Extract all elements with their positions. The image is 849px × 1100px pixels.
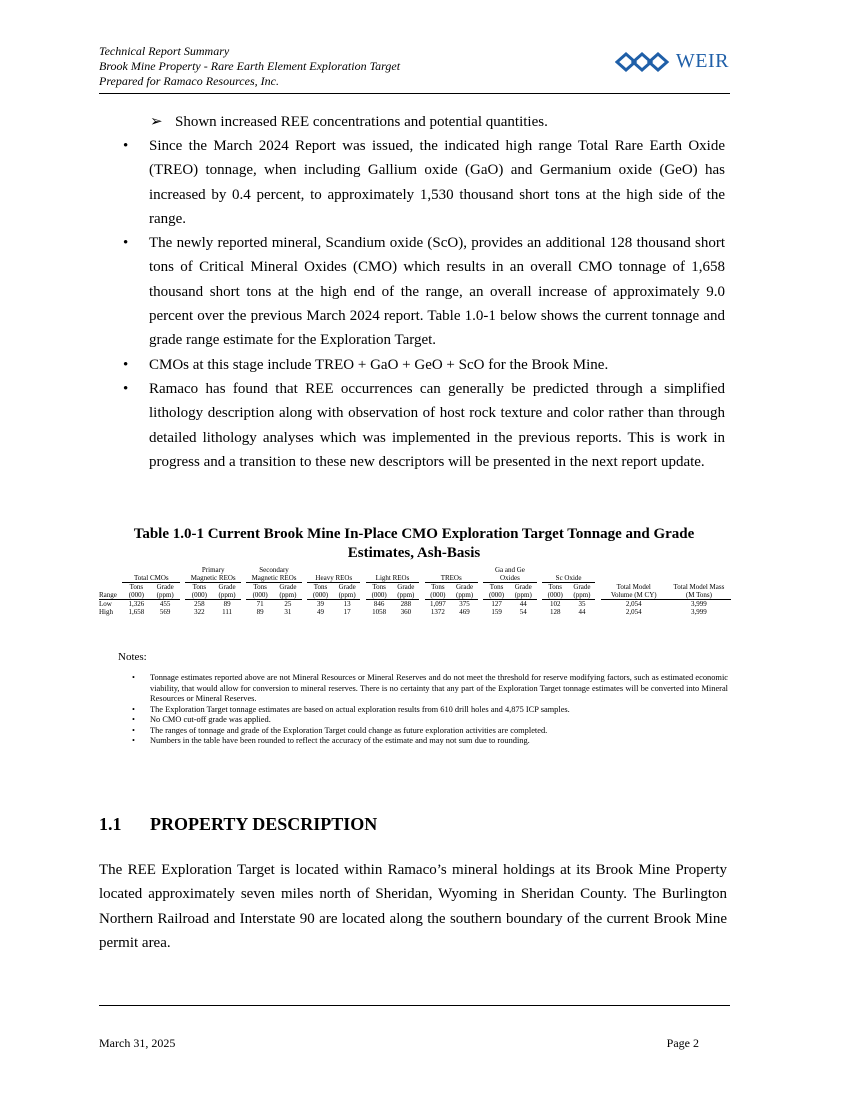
bullet-text: Since the March 2024 Report was issued, the indicated high range Total Rare Earth Oxide (TREO) tonnage, when including Gallium oxide (GaO) and Germanium oxide (GeO) has increased by 0.4 percent, to approximately 1,530 thousand short tons at the high side of the range. <box>149 138 725 227</box>
volume-cell: 2,054 <box>625 608 642 616</box>
bullet-item <box>99 231 725 352</box>
chevron-diamonds-icon <box>615 51 673 73</box>
grade-cell: 35 <box>578 600 586 608</box>
tons-cell: 89 <box>256 608 264 616</box>
bullet-text: Ramaco has found that REE occurrences can generally be predicted through a simplified lithology description along with observation of host rock texture and color rather than through detailed lithology analyses which was implemented in the previous reports. This is work in progress and a transition to these new descriptors will be presented in the next report update. <box>149 380 725 470</box>
note-text: No CMO cut-off grade was applied. <box>150 715 271 724</box>
tons-header: Tons <box>372 583 386 591</box>
tons-unit-header: (000) <box>246 591 274 600</box>
footer-date: March 31, 2025 <box>99 1036 176 1050</box>
mass-cell: 3,999 <box>691 600 707 608</box>
grade-cell: 569 <box>159 608 171 616</box>
grade-unit-header: (ppm) <box>451 591 478 600</box>
grade-unit-header: (ppm) <box>334 591 361 600</box>
header-line-2: Brook Mine Property - Rare Earth Element Exploration Target <box>99 59 401 73</box>
tons-cell: 846 <box>373 600 385 608</box>
header-line-1: Technical Report Summary <box>99 44 230 58</box>
tons-cell: 1372 <box>430 608 445 616</box>
secondary-group-bottom: Magnetic REOs <box>246 574 302 583</box>
bullet-item <box>99 377 725 474</box>
grade-unit-header: (ppm) <box>150 591 180 600</box>
grade-header: Grade <box>573 583 591 591</box>
mass-cell: 3,999 <box>691 608 707 616</box>
bullet-dot-icon: • <box>132 715 135 724</box>
grade-header: Grade <box>397 583 415 591</box>
bullet-list <box>99 134 729 474</box>
bullet-dot-icon: • <box>132 704 135 714</box>
table-row <box>99 600 731 609</box>
grade-cell: 375 <box>459 600 470 608</box>
header-divider <box>99 93 730 94</box>
note-item <box>118 726 728 737</box>
grade-cell: 31 <box>284 608 292 616</box>
weir-logo <box>615 50 729 73</box>
bullet-text: CMOs at this stage include TREO + GaO + GeO + ScO for the Brook Mine. <box>149 356 609 373</box>
note-text: Tonnage estimates reported above are not Mineral Resources or Mineral Reserves and do not meet the threshold for reserve modifying factors, such as estimated economic viability, that would allow for conversion to mineral reserves. There is no certainty that any part of the Exploration Target tonnage estimates will be converted into Mineral Resources or Mineral Reserves. <box>150 673 728 703</box>
treos-group: TREOs <box>425 574 478 583</box>
tons-header: Tons <box>129 583 144 591</box>
sc-group: Sc Oxide <box>542 574 595 583</box>
tons-header: Tons <box>192 583 207 591</box>
table-notes <box>118 651 728 747</box>
bullet-item <box>99 134 725 231</box>
bullet-dot-icon: • <box>123 380 129 397</box>
grade-cell: 360 <box>400 608 412 616</box>
bullet-dot-icon: • <box>123 235 129 252</box>
table-caption-line-1: Table 1.0-1 Current Brook Mine In-Place CMO Exploration Target Tonnage and Grade <box>133 526 695 542</box>
tons-header: Tons <box>548 583 563 591</box>
tons-cell: 159 <box>491 608 502 616</box>
tons-cell: 128 <box>550 608 561 616</box>
note-item <box>118 673 728 705</box>
grade-unit-header: (ppm) <box>510 591 537 600</box>
table-row <box>99 608 731 616</box>
gage-group-top: Ga and Ge <box>494 566 525 574</box>
tons-unit-header: (000) <box>366 591 393 600</box>
bullet-dot-icon: • <box>132 725 135 735</box>
note-text: The ranges of tonnage and grade of the Exploration Target could change as future exploration activities are completed. <box>150 725 548 735</box>
notes-title: Notes: <box>118 651 147 663</box>
tons-cell: 127 <box>491 600 502 608</box>
grade-cell: 111 <box>222 608 233 616</box>
range-cell: High <box>99 608 113 616</box>
grade-header: Grade <box>514 583 532 591</box>
bullet-dot-icon: • <box>132 736 135 745</box>
grade-unit-header: (ppm) <box>393 591 420 600</box>
note-text: The Exploration Target tonnage estimates are based on actual exploration results from 610 drill holes and 4,875 ICP samples. <box>150 704 570 714</box>
bullet-dot-icon: • <box>132 673 135 682</box>
grade-header: Grade <box>338 583 356 591</box>
tons-unit-header: (000) <box>122 591 150 600</box>
grade-cell: 89 <box>223 600 231 608</box>
tons-unit-header: (000) <box>483 591 510 600</box>
tons-header: Tons <box>431 583 445 591</box>
bullet-dot-icon: • <box>123 356 129 373</box>
primary-group-bottom: Magnetic REOs <box>185 574 241 583</box>
tons-cell: 71 <box>256 600 264 608</box>
tons-cell: 1,326 <box>128 600 145 608</box>
note-item <box>118 736 728 747</box>
bullet-item <box>99 353 725 377</box>
grade-header: Grade <box>279 583 297 591</box>
light-group: Light REOs <box>366 574 419 583</box>
notes-list <box>118 673 728 747</box>
section-paragraph: The REE Exploration Target is located within Ramaco’s mineral holdings at its Brook Mine Property located approximately seven miles north of Sheridan, Wyoming in Sheridan County. The Burlington Northern Railroad and Interstate 90 are located along the southern boundary of the current Brook Mine permit area. <box>99 862 727 951</box>
volume-cell: 2,054 <box>625 600 642 608</box>
footer-divider <box>99 1005 730 1006</box>
cmo-target-table <box>99 566 731 616</box>
tons-cell: 258 <box>194 600 205 608</box>
table-caption-line-2: Estimates, Ash-Basis <box>347 545 481 561</box>
page-header <box>99 44 729 94</box>
grade-cell: 44 <box>578 608 586 616</box>
tons-header: Tons <box>313 583 328 591</box>
tons-unit-header: (000) <box>185 591 213 600</box>
grade-cell: 54 <box>519 608 527 616</box>
grade-cell: 13 <box>343 600 351 608</box>
tons-unit-header: (000) <box>425 591 452 600</box>
note-text: Numbers in the table have been rounded to reflect the accuracy of the estimate and may not sum due to rounding. <box>150 736 530 745</box>
bullet-text: The newly reported mineral, Scandium oxide (ScO), provides an additional 128 thousand short tons of Critical Mineral Oxides (CMO) which results in an overall CMO tonnage of 1,658 thousand short tons at the high end of the range, an overall increase of approximately 9.0 percent over the previous March 2024 report. Table 1.0-1 below shows the current tonnage and grade range estimate for the Exploration Target. <box>149 235 725 349</box>
grade-cell: 288 <box>400 600 412 608</box>
tons-unit-header: (000) <box>307 591 334 600</box>
tons-header: Tons <box>489 583 504 591</box>
section-heading <box>99 814 377 835</box>
page-number: Page 2 <box>666 1036 699 1050</box>
volume-header-top: Total Model <box>616 582 651 591</box>
mass-header-top: Total Model Mass <box>673 582 725 591</box>
grade-header: Grade <box>455 583 474 591</box>
note-item <box>118 715 728 726</box>
logo-text: WEIR <box>675 50 729 72</box>
tons-cell: 1,658 <box>128 608 145 616</box>
grade-cell: 455 <box>159 600 171 608</box>
note-item <box>118 705 728 716</box>
tons-cell: 322 <box>194 608 205 616</box>
tons-cell: 102 <box>550 600 561 608</box>
grade-cell: 44 <box>519 600 527 608</box>
grade-unit-header: (ppm) <box>274 591 302 600</box>
sub-bullet-text: Shown increased REE concentrations and potential quantities. <box>175 114 548 130</box>
mass-header-bottom: (M Tons) <box>667 591 731 600</box>
arrow-bullet-icon: ➢ <box>150 114 163 130</box>
table-caption <box>99 525 729 563</box>
grade-cell: 17 <box>343 608 351 616</box>
grade-header: Grade <box>218 583 236 591</box>
grade-cell: 25 <box>284 600 292 608</box>
section-title: PROPERTY DESCRIPTION <box>150 814 378 834</box>
tons-cell: 1058 <box>372 608 387 616</box>
heavy-group: Heavy REOs <box>307 574 360 583</box>
tons-cell: 39 <box>316 600 324 608</box>
grade-unit-header: (ppm) <box>569 591 596 600</box>
total-cmos-group: Total CMOs <box>122 574 180 583</box>
gage-group-bottom: Oxides <box>483 574 536 583</box>
bullet-dot-icon: • <box>123 138 129 154</box>
header-line-3: Prepared for Ramaco Resources, Inc. <box>99 74 279 88</box>
secondary-group-top: Secondary <box>259 566 289 574</box>
sub-bullet-item <box>150 110 729 134</box>
tons-header: Tons <box>253 583 267 591</box>
grade-unit-header: (ppm) <box>213 591 241 600</box>
volume-header-bottom: Volume (M CY) <box>601 591 667 600</box>
tons-unit-header: (000) <box>542 591 569 600</box>
tons-cell: 49 <box>316 608 324 616</box>
grade-header: Grade <box>156 583 174 591</box>
tons-cell: 1,097 <box>429 600 446 608</box>
grade-cell: 469 <box>459 608 470 616</box>
range-header: Range <box>99 591 122 600</box>
range-cell: Low <box>99 600 112 608</box>
primary-group-top: Primary <box>201 566 225 574</box>
section-number: 1.1 <box>99 814 122 834</box>
body-content <box>99 110 729 474</box>
